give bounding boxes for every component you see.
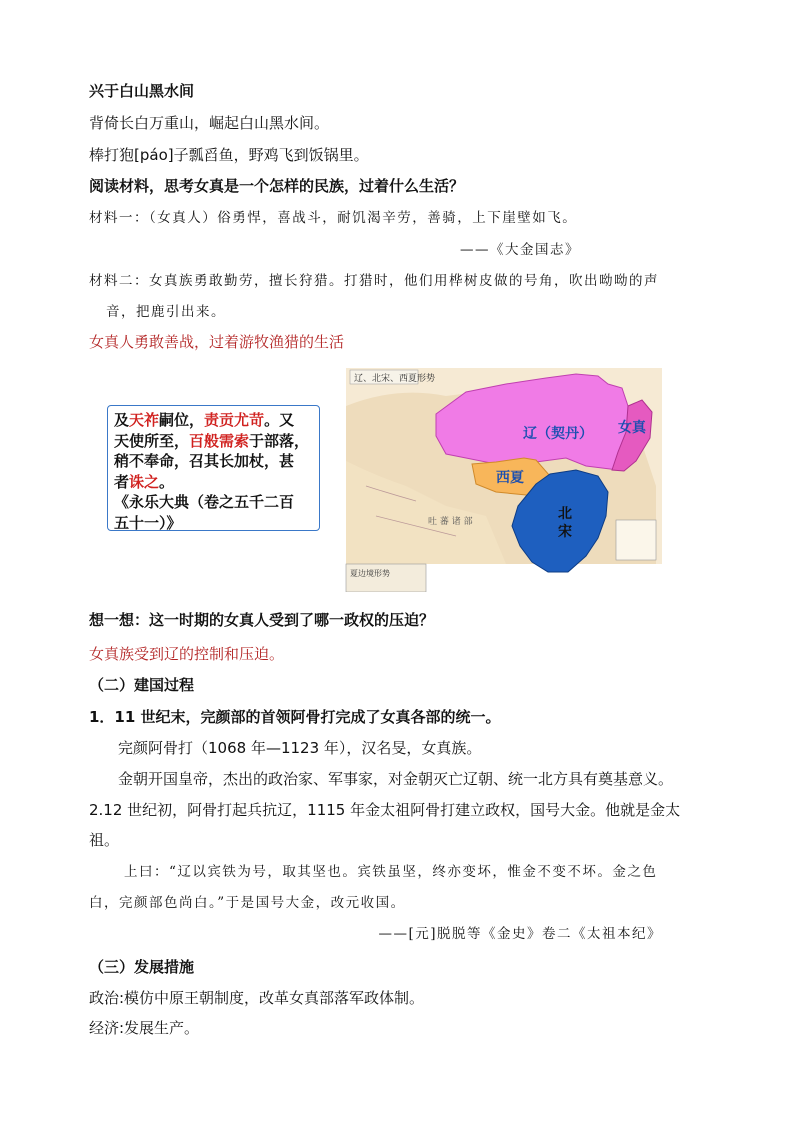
nvzhen-label: 女真 <box>618 420 646 436</box>
material-2-line-1: 材料二：女真族勇敢勤劳，擅长狩猎。打猎时，他们用桦树皮做的号角，吹出呦呦的声 <box>89 273 659 289</box>
liao-label: 辽（契丹） <box>523 426 593 442</box>
material-2-line-2: 音，把鹿引出来。 <box>106 304 226 320</box>
section-2-item-2-line-2: 祖。 <box>89 831 120 849</box>
jinshi-quote-line-2: 白，完颜部色尚白。”于是国号大金，改元收国。 <box>89 895 406 911</box>
section-2-item-1-a: 完颜阿骨打（1068 年—1123 年），汉名旻，女真族。 <box>118 739 482 757</box>
quote-source-2: 五十一）》 <box>114 513 182 532</box>
tubo-label: 吐 蕃 诸 部 <box>428 517 473 527</box>
think-question: 想一想：这一时期的女真人受到了哪一政权的压迫？ <box>89 611 435 629</box>
quote-line-2: 天使所至，百般需索于部落， <box>114 431 310 450</box>
jinshi-quote-line-1: 上曰：“辽以宾铁为号，取其坚也。宾铁虽坚，终亦变坏，惟金不变不坏。金之色 <box>124 864 658 880</box>
answer-1: 女真人勇敢善战，过着游牧渔猎的生活 <box>89 333 345 351</box>
jinshi-quote-source: ——[元]脱脱等《金史》卷二《太祖本纪》 <box>378 926 662 942</box>
intro-line-1: 背倚长白万重山，崛起白山黑水间。 <box>89 114 330 132</box>
section-2-item-1-b: 金朝开国皇帝，杰出的政治家、军事家，对金朝灭亡辽朝、统一北方具有奠基意义。 <box>118 770 674 788</box>
material-1-source: ——《大金国志》 <box>460 242 580 258</box>
section-3-heading: （三）发展措施 <box>89 958 195 976</box>
inset-title: 夏边境形势 <box>350 569 390 578</box>
quote-line-3: 稍不奉命，召其长加杖，甚 <box>114 452 295 470</box>
xixia-label: 西夏 <box>496 470 524 486</box>
intro-title: 兴于白山黑水间 <box>89 82 195 100</box>
beisong-label-2: 宋 <box>558 524 572 540</box>
quote-box <box>107 405 320 531</box>
beisong-label-1: 北 <box>558 506 572 522</box>
material-1-text: 材料一：（女真人）俗勇悍，喜战斗，耐饥渴辛劳，善骑，上下崖壁如飞。 <box>89 210 578 226</box>
quote-source-1: 《永乐大典（卷之五千二百 <box>114 493 295 511</box>
section-3-economy: 经济:发展生产。 <box>89 1019 200 1037</box>
quote-line-4: 者诛之。 <box>114 472 175 491</box>
historical-map <box>336 366 662 592</box>
quote-line-1: 及天祚嗣位，责贡尤苛。又 <box>114 411 295 429</box>
section-2-item-1: 1．11 世纪末，完颜部的首领阿骨打完成了女真各部的统一。 <box>89 708 501 726</box>
answer-2: 女真族受到辽的控制和压迫。 <box>89 645 285 663</box>
map-title: 辽、北宋、西夏形势 <box>354 374 436 384</box>
question-1: 阅读材料，思考女真是一个怎样的民族，过着什么生活？ <box>89 177 465 195</box>
section-2-item-2-line-1: 2.12 世纪初，阿骨打起兵抗辽，1115 年金太祖阿骨打建立政权，国号大金。他就是金太 <box>89 801 681 819</box>
section-2-heading: （二）建国过程 <box>89 676 195 694</box>
intro-line-2: 棒打狍[páo]子瓢舀鱼，野鸡飞到饭锅里。 <box>89 146 369 164</box>
section-3-politics: 政治:模仿中原王朝制度，改革女真部落军政体制。 <box>89 989 425 1007</box>
